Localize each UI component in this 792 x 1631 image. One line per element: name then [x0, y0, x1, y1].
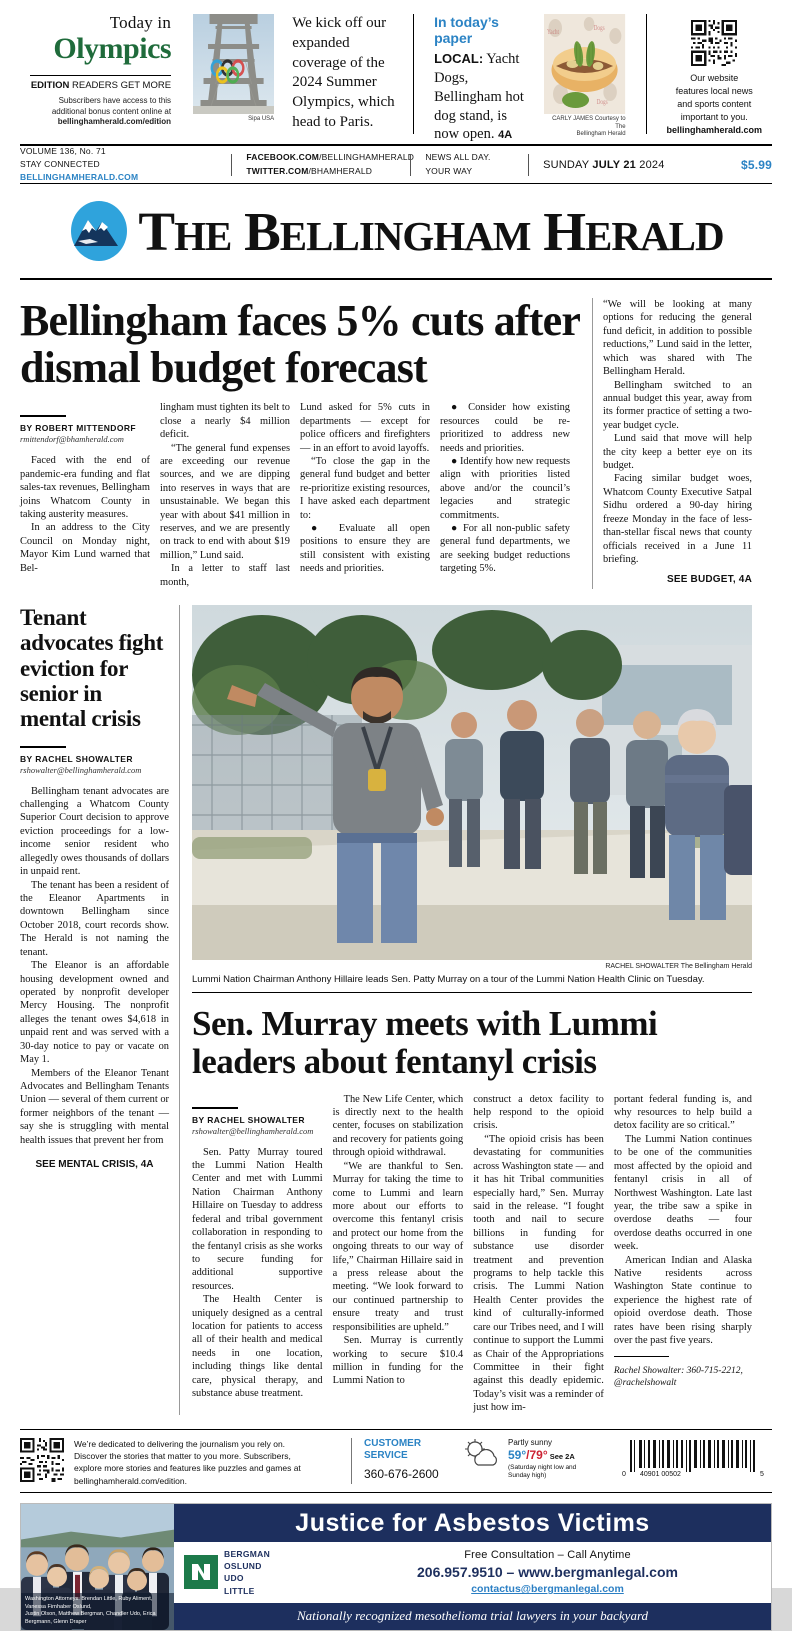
lead-continuation-link[interactable]: SEE BUDGET, 4A: [666, 574, 752, 586]
ad-firm-name: [224, 1548, 270, 1597]
murray-column-1: [192, 1093, 333, 1415]
customer-service-block[interactable]: [364, 1438, 464, 1481]
bottom-info-bar: [20, 1429, 772, 1493]
divider: [20, 746, 66, 748]
lead-headline[interactable]: Bellingham faces 5% cuts after dismal budget forecast: [20, 296, 580, 392]
issue-year: 2024: [636, 158, 665, 171]
weather-block[interactable]: [464, 1438, 584, 1481]
todays-paper-section-label: LOCAL:: [434, 51, 484, 66]
paragraph: “The general fund expenses are exceeding our revenue sources, and we are dipping into reserves in ways that are unsustainable. We began this year with about $41 million in reserves, and we are presently on track to end with about $19 million,” Lund said.: [160, 442, 290, 561]
hotdog-credit-line1: CARLY JAMES Courtesy to The: [552, 116, 626, 130]
ad-content: [174, 1542, 771, 1603]
issue-weekday: SUNDAY: [543, 158, 593, 171]
paragraph: construct a detox facility to help respond to the opioid crisis.: [473, 1093, 604, 1132]
twitter-domain: TWITTER.COM: [246, 165, 309, 176]
paragraph: “We are thankful to Sen. Murray for taking the time to come to Lummi and learn more about our efforts to overcome this fentanyl crisis and protect our home from the ongoing threats to our way of life,” Chairman Hillaire said in a press release about the meeting. “We look forward to our continued partnership to ensure treaty and trust responsibilities are upheld.”: [332, 1160, 464, 1333]
bergman-logo-glyph: [184, 1555, 218, 1589]
qr-line-3: and sports content: [677, 99, 752, 110]
weather-condition: Partly sunny: [508, 1437, 553, 1447]
stay-connected-url[interactable]: BELLINGHAMHERALD.COM: [20, 171, 139, 182]
weather-high-temp: /79°: [526, 1448, 548, 1463]
eiffel-tower-image: [193, 14, 274, 114]
facebook-link[interactable]: [246, 151, 415, 164]
promo-line-3: explore more stories and features like puzzles and games at: [74, 1463, 301, 1474]
weather-note-1: (Saturday night low and: [508, 1463, 577, 1471]
weather-glyph: [464, 1438, 504, 1472]
paragraph: “We will be looking at many options for reducing the general fund deficit, in addition to possible reductions,” Lund said in the letter, which was shared with The Bellingham Herald.: [603, 299, 752, 378]
page-title: [138, 200, 724, 262]
lead-column-1: [20, 401, 160, 589]
divider: [351, 1438, 352, 1484]
qr-code-icon[interactable]: [691, 20, 737, 66]
weather-text: [508, 1438, 576, 1481]
divider: [192, 1107, 238, 1109]
paragraph: In an address to the City Council on Monday night, Mayor Kim Lund warned that Bel-: [20, 522, 150, 574]
divider: [646, 14, 647, 134]
divider: [192, 992, 752, 993]
edition-label-rest: READERS GET MORE: [69, 79, 172, 91]
weather-page-ref[interactable]: See 2A: [547, 1452, 575, 1462]
news-slogan: [425, 151, 514, 177]
asbestos-ad[interactable]: [20, 1503, 772, 1631]
murray-byline-email[interactable]: rshowalter@bellinghamherald.com: [192, 1125, 314, 1136]
firm-name-line-3: UDO: [224, 1573, 244, 1584]
bullet-paragraph: ● Consider how existing resources could be re-prioritized to address new needs and priorities.: [440, 402, 570, 454]
eiffel-tower-photo-block: [183, 14, 284, 134]
masthead-text: THE BELLINGHAM HERALD: [138, 200, 724, 262]
barcode-digits-mid: 40901 00502: [640, 1470, 681, 1478]
hotdog-photo-credit: [544, 116, 625, 139]
reporter-handle[interactable]: @rachelshowalt: [613, 1378, 677, 1389]
edition-subtext: [30, 96, 171, 128]
olympics-blurb: We kick off our expanded coverage of the 2024 Summer Olympics, which head to Paris.: [292, 15, 395, 130]
lead-story: [20, 280, 772, 589]
ad-consultation-text: Free Consultation – Call Anytime: [464, 1549, 631, 1562]
ad-email[interactable]: contactus@bergmanlegal.com: [471, 1583, 624, 1596]
edition-label-bold: EDITION: [30, 79, 70, 91]
svg-text:Yacht: Yacht: [547, 28, 560, 37]
lead-byline-email[interactable]: rmittendorf@bhamherald.com: [20, 434, 124, 445]
murray-columns: [192, 1093, 752, 1415]
paragraph: lingham must tighten its belt to close a nearly $4 million deficit.: [160, 402, 290, 441]
lummi-photo-caption: Lummi Nation Chairman Anthony Hillaire leads Sen. Patty Murray on a tour of the Lummi Nation Health Clinic on Tuesday.: [192, 974, 705, 986]
ad-photo-caption: [21, 1593, 174, 1630]
edition-sub-line2: additional bonus content online at: [51, 106, 172, 116]
issue-date-main: JULY 21: [592, 158, 636, 171]
paragraph: Sen. Murray is currently working to secure $10.4 million in funding for the Lummi Nation to: [332, 1335, 464, 1387]
divider: [20, 415, 66, 417]
qr-promo-text: [666, 72, 762, 137]
paragraph: Lund asked for 5% cuts in departments — except for police officers and firefighters — in an effort to avoid layoffs.: [300, 402, 430, 454]
ad-caption-line-1: Washington Attorneys: Brendan Little, Ruby Aliment, Vanessa Firnhaber Oslund,: [25, 1595, 153, 1610]
issue-date: [543, 159, 701, 171]
in-todays-paper-block[interactable]: [424, 14, 534, 143]
website-qr-block[interactable]: [656, 14, 772, 134]
ad-firm-logo[interactable]: [184, 1548, 334, 1597]
firm-name-line-2: OSLUND: [224, 1560, 262, 1571]
murray-story: [180, 605, 752, 1415]
paragraph: The Eleanor is an affordable housing development owned and operated by nonprofit developer Mercy Housing. The nonprofit alleges the tenant owes $4,618 in unpaid rent and was served with a 30-day notice to pay or vacate on May 1.: [20, 960, 169, 1066]
lead-story-rail: [592, 298, 752, 589]
lead-story-main: [20, 298, 592, 589]
bullet-paragraph: ● Identify how new requests align with priorities listed above and/or the council’s legacies and strategic commitments.: [440, 455, 570, 521]
paragraph: The Health Center is uniquely designed as a central location for patients to access all of their health and medical needs in one location, including things like dental care, physical therapy, and substance abuse treatment.: [192, 1294, 323, 1400]
ad-attorneys-photo: [21, 1504, 174, 1630]
paragraph: The New Life Center, which is directly next to the health center, focuses on stabilization and recovery for patients going through opioid withdrawal.: [332, 1093, 464, 1159]
murray-reporter-contact: [614, 1365, 752, 1391]
facebook-domain: FACEBOOK.COM: [246, 152, 320, 163]
mountain-logo-glyph: [68, 200, 130, 262]
divider: [231, 154, 232, 176]
barcode-glyph: [622, 1438, 772, 1478]
ad-headline-bar: [174, 1504, 771, 1542]
ad-headline: Justice for Asbestos Victims: [295, 1508, 650, 1537]
customer-service-phone[interactable]: 360-676-2600: [364, 1466, 439, 1481]
customer-service-label-1: CUSTOMER: [364, 1437, 422, 1449]
paragraph: Sen. Patty Murray toured the Lummi Nation Health Center and met with Lummi Nation Chairman Anthony Hillaire on Tuesday to address federal and tribal government collaboration in responding to the fentanyl crisis as she works to secure funding for additional supportive resources.: [192, 1146, 323, 1292]
ad-contact-info: [334, 1549, 761, 1595]
svg-text:Dogs: Dogs: [597, 98, 609, 107]
todays-paper-summary: Yacht Dogs, Bellingham hot dog stand, is now open.: [434, 51, 524, 143]
ad-phone-and-website[interactable]: 206.957.9510 – www.bergmanlegal.com: [417, 1564, 678, 1581]
social-links[interactable]: [246, 151, 415, 177]
news-slogan-line2: YOUR WAY: [425, 165, 473, 176]
weather-note-2: Sunday high): [508, 1472, 547, 1480]
cloud-sun-icon: [464, 1438, 504, 1477]
paragraph: In a letter to staff last month,: [160, 563, 290, 588]
twitter-link[interactable]: [246, 165, 396, 178]
edition-sub-line1: Subscribers have access to this: [58, 95, 172, 105]
subscriber-promo-text: [74, 1438, 339, 1487]
folio-volume-block: [20, 145, 217, 183]
reporter-phone: Rachel Showalter: 360-715-2212,: [613, 1365, 743, 1376]
cover-price: $5.99: [740, 157, 772, 172]
volume-number: VOLUME 136, No. 71: [20, 146, 106, 157]
lummi-tour-image: [192, 605, 752, 960]
edition-label: [30, 80, 171, 92]
paragraph: Bellingham tenant advocates are challenging a Whatcom County Superior Court decision to approve eviction proceedings for a low-income senior resident who allegedly owes thousands of dollars in unpaid rent.: [20, 785, 169, 878]
eiffel-photo-credit: Sipa USA: [248, 116, 275, 122]
facebook-path: /BELLINGHAMHERALD: [319, 152, 415, 163]
divider: [30, 75, 171, 76]
weather-temps: [508, 1448, 576, 1464]
divider: [528, 154, 529, 176]
murray-headline[interactable]: Sen. Murray meets with Lummi leaders about fentanyl crisis: [192, 1003, 658, 1081]
weather-low-temp: 59°: [508, 1448, 527, 1463]
eiffel-tower-photo: [193, 14, 274, 114]
promo-line-2: Discover the stories that matter to you more. Subscribers,: [74, 1451, 291, 1461]
paragraph: Members of the Eleanor Tenant Advocates and Bellingham Tenants Union — several of them current or former neighbors of the tenant — say she is struggling with mental health issues that prevent her from: [20, 1067, 169, 1146]
olympics-promo[interactable]: [20, 14, 183, 134]
hotdog-photo: [544, 14, 625, 114]
bullet-paragraph: ● Evaluate all open positions to ensure they are still consistent with existing needs and priorities.: [300, 523, 430, 575]
qr-website-url[interactable]: bellinghamherald.com: [666, 125, 762, 136]
lead-columns: [20, 401, 580, 589]
paragraph: portant federal funding is, and why resources to help build a detox facility are so critical.”: [613, 1093, 752, 1132]
tenant-headline[interactable]: Tenant advocates fight eviction for senior in mental crisis: [20, 605, 164, 732]
paragraph: The tenant has been a resident of the Eleanor Apartments in downtown Bellingham since October 2018, court records show. The Herald is not naming the tenant.: [20, 879, 169, 958]
bullet-paragraph: ● For all non-public safety general fund departments, we are seeking budget reductions targeting 5%.: [440, 523, 570, 575]
lead-column-4: [440, 401, 580, 589]
qr-line-4: important to you.: [680, 112, 748, 123]
hotdog-credit-line2: Bellingham Herald: [576, 131, 626, 137]
murray-byline: BY RACHEL SHOWALTER: [192, 1114, 305, 1125]
stay-connected-label: STAY CONNECTED: [20, 159, 100, 170]
qr-line-1: Our website: [690, 73, 739, 83]
lummi-tour-photo: [192, 605, 752, 960]
edition-sub-url[interactable]: bellinghamherald.com/edition: [57, 117, 172, 127]
qr-code-glyph: [691, 20, 737, 66]
divider: [614, 1356, 669, 1357]
bergman-logo-icon: [184, 1555, 218, 1589]
in-todays-paper-text: [434, 50, 524, 144]
paragraph: Facing similar budget woes, Whatcom County Executive Satpal Sidhu ordered a 90-day hiring freeze Monday in the face of less-than-stellar fiscal news that county officials received in a June 11 briefing.: [603, 473, 752, 566]
tenant-story: [20, 605, 180, 1415]
hotdog-photo-block: [534, 14, 635, 137]
ad-body: [174, 1504, 771, 1630]
barcode: [622, 1438, 772, 1483]
qr-code-glyph: [20, 1438, 64, 1482]
olympics-title: Olympics: [53, 32, 172, 65]
ad-tagline: Nationally recognized mesothelioma trial lawyers in your backyard: [174, 1603, 771, 1630]
second-section: [20, 605, 772, 1415]
olympics-kicker: Today in: [109, 13, 172, 32]
paragraph: American Indian and Alaska Native residents across Washington State continue to experience the highest rate of opioid overdose death. Those rates have been rising sharply over the past five years.: [613, 1254, 752, 1347]
murray-column-2: [333, 1093, 474, 1415]
todays-paper-page: 4A: [498, 129, 513, 142]
tenant-body: [20, 785, 169, 1147]
barcode-digit-left: 0: [622, 1470, 626, 1478]
paragraph: Lund said that move will help the city keep a better eye on its budget.: [603, 433, 752, 472]
tenant-byline: BY RACHEL SHOWALTER: [20, 753, 133, 764]
mountain-logo-icon: [68, 200, 130, 262]
firm-name-line-4: LITTLE: [224, 1585, 255, 1596]
paragraph: Faced with the end of pandemic-era funding and flat sales-tax revenues, Bellingham joins Whatcom County in taking austerity measures.: [20, 455, 150, 520]
firm-name-line-1: BERGMAN: [224, 1548, 271, 1559]
paragraph: The Lummi Nation continues to be one of the communities most affected by the opioid and fentanyl crisis in all of Northwest Washington. Late last year, the tribe saw a spike in overdose deaths — four overdose deaths occurred in one week.: [613, 1133, 752, 1253]
qr-line-2: features local news: [675, 86, 753, 97]
paragraph: “The opioid crisis has been devastating for communities across Washington state — and it has hit Tribal communities especially hard,” Sen. Murray said in the release. “I fought tooth and nail to secure billions in funding for substance use disorder treatment and prevention programs to help tackle this crisis. The Lummi Nation Health Center provides the kind of culturally-informed care our Tribes need, and I will continue to support the Lummi as Chair of the Appropriations Committee in their fight against this deadly epidemic. Today’s visit was a reminder of just how im-: [473, 1133, 604, 1414]
news-slogan-line1: NEWS ALL DAY.: [425, 152, 491, 163]
lummi-photo-credit: RACHEL SHOWALTER The Bellingham Herald: [605, 963, 752, 971]
lead-column-3: [300, 401, 440, 589]
in-todays-paper-heading: In today’s paper: [434, 14, 499, 46]
top-promo-strip: [20, 0, 772, 146]
stay-connected: [20, 158, 217, 184]
lead-byline: BY ROBERT MITTENDORF: [20, 423, 136, 434]
paragraph: “To close the gap in the general fund budget and better re-prioritize existing resources, I have asked each department to:: [300, 455, 430, 521]
divider: [410, 154, 411, 176]
customer-service-label-2: SERVICE: [364, 1450, 408, 1462]
murray-column-3: [473, 1093, 614, 1415]
subscriber-qr-icon[interactable]: [20, 1438, 64, 1482]
folio-bar: [20, 146, 772, 184]
ad-caption-line-2: Justin Olson, Matthew Bergman, Chandler Udo, Erica Bergmann, Glenn Draper: [25, 1611, 156, 1625]
paragraph: Bellingham switched to an annual budget this year, away from its former practice of setting a two-year budget cycle.: [603, 379, 752, 431]
hotdog-image: [544, 14, 625, 114]
tenant-byline-email[interactable]: rshowalter@bellinghamherald.com: [20, 764, 142, 775]
murray-column-4: [614, 1093, 752, 1415]
promo-line-4[interactable]: bellinghamherald.com/edition.: [74, 1475, 187, 1486]
svg-text:Dogs: Dogs: [593, 24, 606, 33]
lead-column-2: [160, 401, 300, 589]
barcode-digit-right: 5: [760, 1470, 764, 1478]
masthead: [20, 184, 772, 272]
twitter-path: /BHAMHERALD: [308, 165, 373, 176]
promo-line-1: We’re dedicated to delivering the journalism you rely on.: [74, 1438, 286, 1449]
divider: [413, 14, 414, 134]
tenant-continuation-link[interactable]: SEE MENTAL CRISIS, 4A: [35, 1159, 154, 1171]
